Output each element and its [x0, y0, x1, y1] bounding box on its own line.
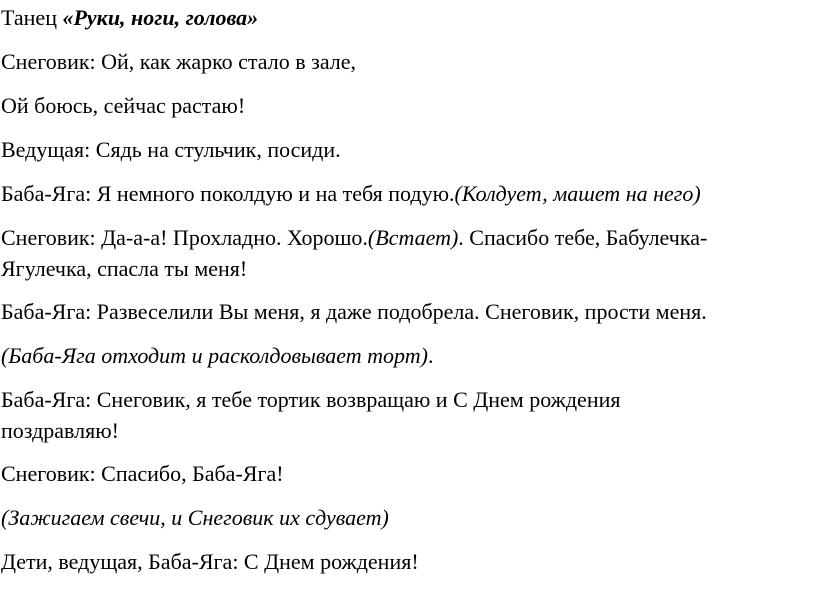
script-line [1, 181, 701, 207]
script-line [1, 137, 341, 163]
line-text: Снеговик: Да-а-а! Прохладно. Хорошо. [1, 225, 368, 250]
line-text: Баба-Яга: Я немного поколдую и на тебя подую. [1, 181, 455, 206]
stage-direction: (Встает) [367, 225, 459, 250]
line-text: Снеговик: Ой, как жарко стало в зале, [1, 49, 357, 74]
script-line [1, 256, 247, 282]
line-text: Снеговик: Спасибо, Баба-Яга! [1, 461, 284, 486]
script-line [1, 461, 284, 487]
script-line [1, 299, 707, 325]
dance-name: «Руки, ноги, голова» [62, 5, 259, 30]
line-text: Баба-Яга: Развеселили Вы меня, я даже подобрела. Снеговик, прости меня. [1, 299, 707, 324]
stage-direction: (Баба-Яга отходит и расколдовывает торт) [1, 343, 428, 368]
script-line [1, 49, 356, 75]
dance-label: Танец [1, 5, 63, 30]
script-line [1, 505, 389, 531]
script-line [1, 93, 245, 119]
line-text: Дети, ведущая, Баба-Яга: С Днем рождения! [1, 549, 419, 574]
dance-title-line [1, 5, 258, 31]
script-line [1, 418, 119, 444]
line-text: Ягулечка, спасла ты меня! [1, 256, 248, 281]
line-text: поздравляю! [1, 418, 119, 443]
script-line [1, 343, 433, 369]
script-line [1, 225, 707, 251]
stage-direction: (Зажигаем свечи, и Снеговик их сдувает) [1, 505, 389, 530]
script-line [1, 387, 620, 413]
line-text: . [427, 343, 434, 368]
line-text-continued: . Спасибо тебе, Бабулечка- [458, 225, 708, 250]
line-text: Баба-Яга: Снеговик, я тебе тортик возвращаю и С Днем рождения [1, 387, 621, 412]
line-text: Ведущая: Сядь на стульчик, посиди. [1, 137, 341, 162]
line-text: Ой боюсь, сейчас растаю! [1, 93, 246, 118]
stage-direction: (Колдует, машет на него) [454, 181, 701, 206]
script-line [1, 549, 419, 575]
